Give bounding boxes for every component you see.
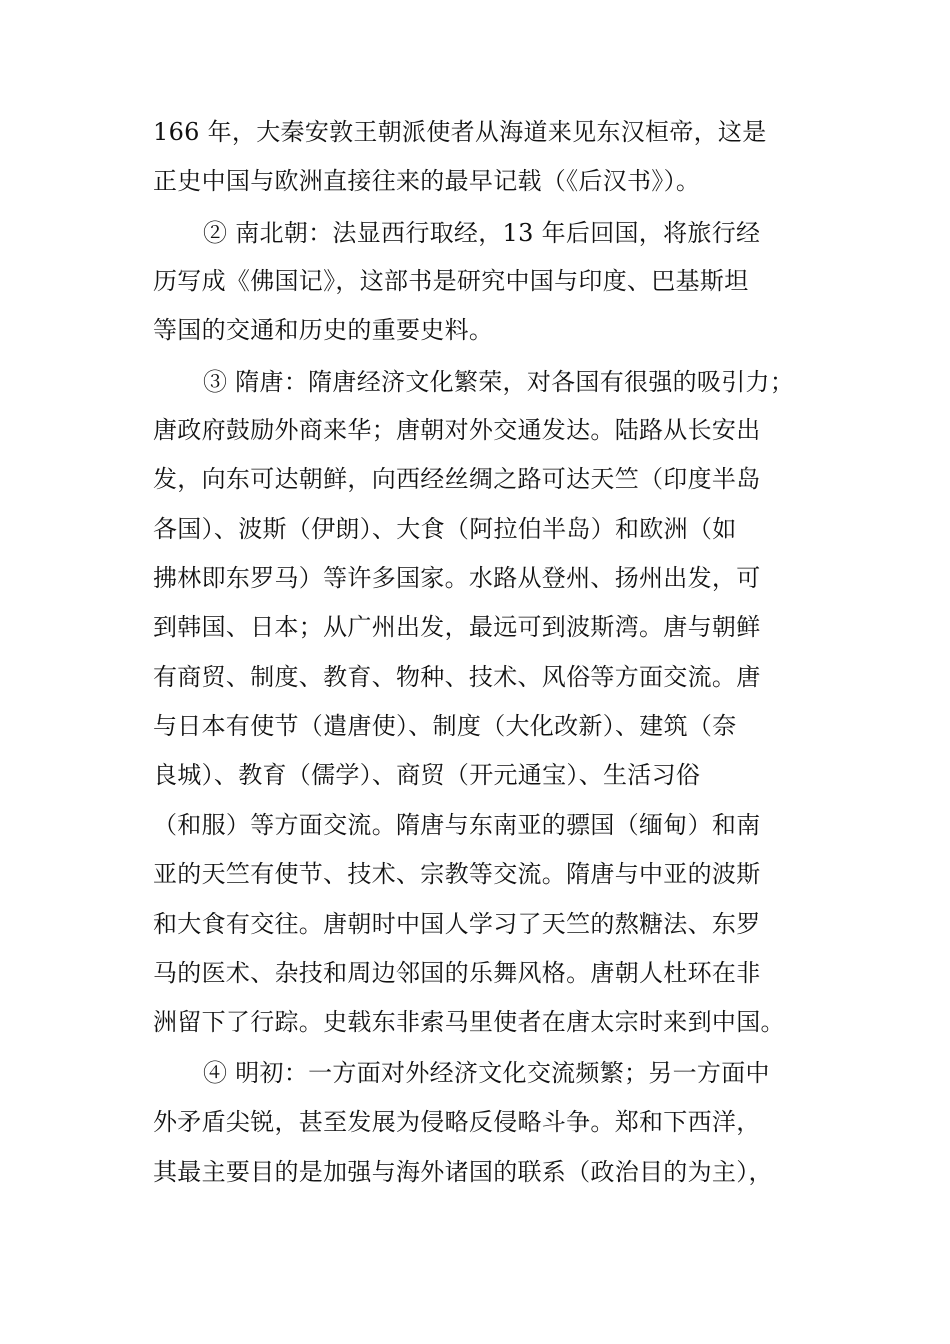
text-line-15: （和服）等方面交流。隋唐与东南亚的骠国（缅甸）和南 [153, 811, 761, 839]
text-line-11: 到韩国、日本；从广州出发，最远可到波斯湾。唐与朝鲜 [153, 613, 761, 641]
text-line-18: 马的医术、杂技和周边邻国的乐舞风格。唐朝人杜环在非 [153, 959, 761, 987]
text-line-5: 等国的交通和历史的重要史料。 [153, 316, 494, 344]
text-line-7: 唐政府鼓励外商来华；唐朝对外交通发达。陆路从长安出 [153, 416, 761, 444]
text-line-10: 拂林即东罗马）等许多国家。水路从登州、扬州出发，可 [153, 564, 761, 592]
text-line-14: 良城）、教育（儒学）、商贸（开元通宝）、生活习俗 [153, 761, 701, 789]
text-line-22: 其最主要目的是加强与海外诸国的联系（政治目的为主）， [153, 1158, 773, 1186]
text-line-13: 与日本有使节（遣唐使）、制度（大化改新）、建筑（奈 [153, 712, 737, 740]
text-line-3-paragraph-start: ② 南北朝：法显西行取经，13 年后回国，将旅行经 [203, 219, 761, 247]
text-line-17: 和大食有交往。唐朝时中国人学习了天竺的熬糖法、东罗 [153, 910, 761, 938]
text-line-2: 正史中国与欧洲直接往来的最早记载（《后汉书》）。 [153, 167, 701, 195]
text-line-6-paragraph-start: ③ 隋唐：隋唐经济文化繁荣，对各国有很强的吸引力； [203, 368, 795, 396]
text-line-20-paragraph-start: ④ 明初：一方面对外经济文化交流频繁；另一方面中 [203, 1059, 770, 1087]
text-line-9: 各国）、波斯（伊朗）、大食（阿拉伯半岛）和欧洲（如 [153, 515, 737, 543]
text-line-8: 发，向东可达朝鲜，向西经丝绸之路可达天竺（印度半岛 [153, 465, 761, 493]
text-line-4: 历写成《佛国记》，这部书是研究中国与印度、巴基斯坦 [153, 267, 749, 295]
text-line-16: 亚的天竺有使节、技术、宗教等交流。隋唐与中亚的波斯 [153, 860, 761, 888]
text-line-1: 166 年，大秦安敦王朝派使者从海道来见东汉桓帝，这是 [153, 118, 767, 146]
text-line-12: 有商贸、制度、教育、物种、技术、风俗等方面交流。唐 [153, 663, 761, 691]
text-line-21: 外矛盾尖锐，甚至发展为侵略反侵略斗争。郑和下西洋， [153, 1108, 761, 1136]
text-line-19: 洲留下了行踪。史载东非索马里使者在唐太宗时来到中国。 [153, 1008, 785, 1036]
